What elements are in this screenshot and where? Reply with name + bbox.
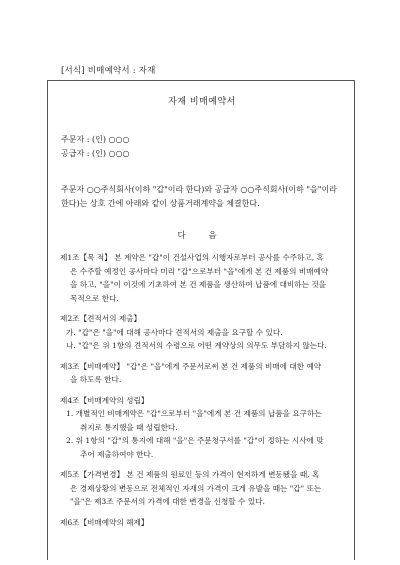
preamble-line: 주문자 ○○주식회사(이하 "갑"이라 한다)와 공급자 ○○주식회사(이하 "을"이라	[61, 185, 337, 194]
document-title: 자재 비매예약서	[168, 97, 236, 107]
document-frame	[47, 80, 355, 560]
article-text: 본 계약은 "갑"이 건설사업의 시행자로부터 공사를 수주하고, 혹	[114, 253, 324, 262]
article-text: 본 건 제품의 원료인 등의 가격이 현저하게 변동됐을 때, 혹	[126, 470, 320, 479]
article-text: 은 경제상황의 변동으로 전체적인 자재의 가격이 크게 유발을 때는 "갑" 또는	[70, 483, 322, 493]
article-heading: 제6조【비매예약의 해제】	[60, 517, 149, 527]
article-heading: 제2조【견적서의 제출】	[60, 314, 142, 323]
article-item: 나. "갑"은 위 1항의 견적서의 수령으로 어떤 계약상의 의무도 부담하지 않는다.	[66, 341, 327, 350]
article-item: 1. 개별적인 비매계약은 "갑"으로부터 "을"에게 본 건 제품의 납품을 요구하는	[66, 409, 322, 418]
article-2	[60, 312, 344, 353]
section-heading: 다 음	[177, 231, 227, 241]
article-5	[60, 468, 344, 509]
preamble	[60, 183, 344, 211]
article-6	[60, 516, 344, 530]
article-heading: 제4조【비매계약의 성립】	[60, 395, 149, 405]
article-4	[60, 394, 344, 462]
preamble-line: 한다)는 상호 간에 아래와 같이 상품거래계약을 체결한다.	[61, 199, 260, 208]
article-text: 목적으로 한다.	[70, 293, 119, 303]
article-text: 을 하고, "을"이 이것에 기초하여 본 건 제품을 생산하여 납품에 대비하는 것을	[70, 280, 327, 289]
article-text: 을 하도록 한다.	[70, 375, 122, 384]
article-heading: 제5조【가격변경】	[60, 470, 125, 479]
article-item: 취지로 통지했을 때 성립한다.	[80, 422, 178, 432]
article-3	[60, 360, 344, 387]
article-text: "갑"은 "을"에게 주문서로써 본 건 제품의 비매에 대한 예약	[126, 361, 322, 371]
document-label: [서식] 비매예약서 : 자재	[61, 66, 156, 76]
article-item: 2. 위 1항의 "갑"의 통지에 대해 "을"은 주문청구서를 "갑"이 정하는 시사에 맞	[66, 436, 324, 445]
article-1	[60, 251, 344, 305]
article-text: "을"은 제3조 주문서의 가격에 대한 변경을 신청할 수 있다.	[70, 497, 265, 506]
article-heading: 제3조【비매예약】	[60, 361, 125, 371]
article-text: 은 수주할 예정인 공사마다 미리 "갑"으로부터 "을"에게 본 건 제품의 비매예약	[70, 266, 329, 276]
article-item: 추어 제출하여야 한다.	[80, 449, 154, 459]
article-heading: 제1조【목 적】	[60, 253, 112, 262]
supplier-line: 공급자 : (인) ○○○	[61, 149, 130, 158]
article-item: 가. "갑"은 "을"에 대해 공사마다 견적서의 제출을 요구할 수 있다.	[66, 327, 283, 337]
orderer-line: 주문자 : (인) ○○○	[61, 135, 130, 144]
